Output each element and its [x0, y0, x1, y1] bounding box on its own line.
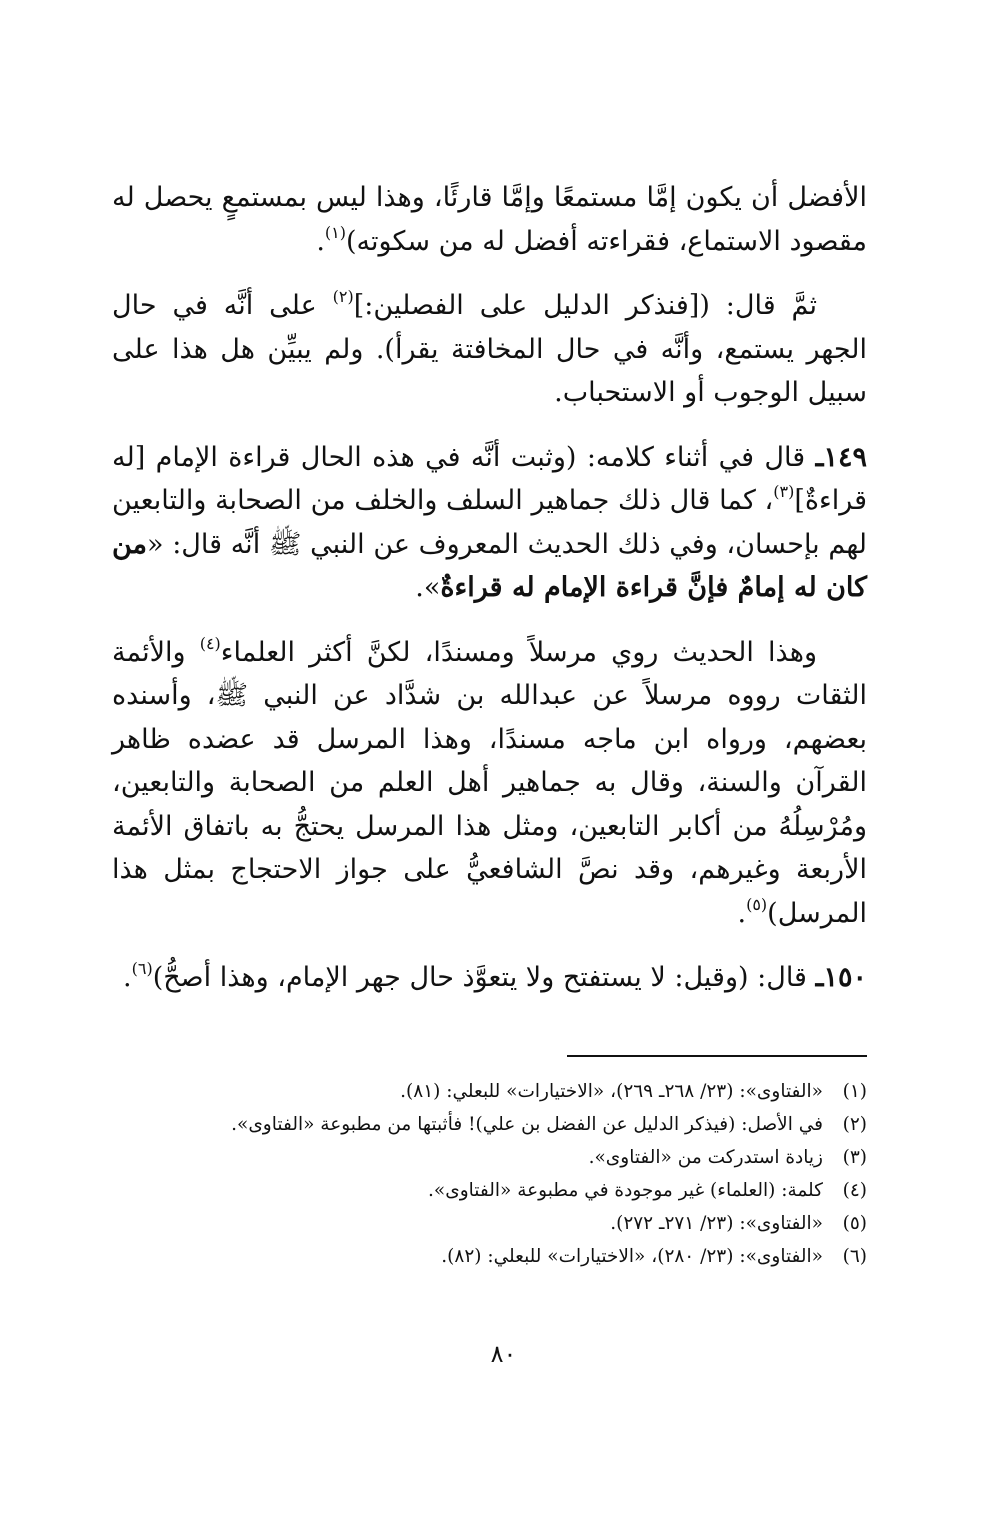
paragraph-5 — [112, 956, 867, 1000]
footnote-3 — [107, 1141, 867, 1174]
footnote-2 — [107, 1108, 867, 1141]
paragraph-2 — [112, 284, 867, 415]
footnote-text: «الفتاوى»: (٢٣/ ٢٦٨ـ ٢٦٩)، «الاختيارات» للبعلي: (٨١). — [400, 1081, 823, 1102]
footnotes — [107, 1075, 867, 1273]
hadith-quote: من كان له إمامٌ فإنَّ قراءة الإمام له قراءةٌ — [112, 528, 867, 603]
footnote-separator — [567, 1055, 867, 1057]
footnote-text: في الأصل: (فيذكر الدليل عن الفضل بن علي)! فأثبتها من مطبوعة «الفتاوى». — [231, 1114, 823, 1135]
paragraph-text: . — [316, 225, 325, 257]
section-number: ١٤٩ـ — [815, 441, 867, 473]
footnote-ref: (١) — [324, 222, 347, 242]
paragraph-1 — [112, 176, 867, 263]
main-text — [112, 176, 867, 1021]
paragraph-text: قال في أثناء كلامه: (وثبت أنَّه في هذه الحال قراءة الإمام [له قراءةٌ] — [112, 441, 867, 516]
footnote-number: (٣) — [842, 1147, 867, 1168]
footnote-ref: (٤) — [199, 633, 221, 653]
footnote-ref: (٢) — [332, 287, 354, 306]
footnote-text: كلمة: (العلماء) غير موجودة في مطبوعة «الفتاوى». — [428, 1180, 823, 1201]
page-number: ٨٠ — [490, 1340, 517, 1368]
footnote-ref: (٥) — [746, 894, 768, 914]
footnote-ref: (٣) — [773, 482, 795, 501]
section-number: ١٥٠ـ — [815, 962, 867, 993]
paragraph-text: على أنَّه في حال الجهر يستمع، وأنَّه في حال المخافتة يقرأ). ولم يبيِّن هل هذا على سبيل الوجوب أو الاستحباب. — [112, 290, 867, 408]
footnote-ref: (٦) — [131, 959, 153, 978]
footnote-text: زيادة استدركت من «الفتاوى». — [588, 1147, 823, 1168]
paragraph-text: ، كما قال ذلك جماهير السلف والخلف من الصحابة والتابعين لهم بإحسان، وفي ذلك الحديث المعروف عن النبي ﷺ أنَّه قال: « — [112, 485, 867, 560]
paragraph-text: وهذا الحديث روي مرسلاً ومسندًا، لكنَّ أكثر العلماء — [220, 636, 817, 668]
paragraph-text: والأئمة الثقات رووه مرسلاً عن عبدالله بن شدَّاد عن النبي ﷺ، وأسنده بعضهم، ورواه ابن ماجه مسندًا، وهذا المرسل قد عضده ظاهر القرآن والسنة، وقال به جماهير أهل العلم من الصحابة والتابعين، ومُرْسِلُهُ من أكابر التابعين، ومثل هذا المرسل يحتجُّ به باتفاق الأئمة الأربعة وغيرهم، وقد نصَّ الشافعيُّ على جواز الاحتجاج بمثل هذا المرسل) — [112, 636, 867, 929]
footnote-text: «الفتاوى»: (٢٣/ ٢٨٠)، «الاختيارات» للبعلي: (٨٢). — [441, 1246, 823, 1267]
paragraph-4 — [112, 631, 867, 936]
footnote-5 — [107, 1207, 867, 1240]
paragraph-text: . — [737, 897, 747, 929]
footnote-text: «الفتاوى»: (٢٣/ ٢٧١ـ ٢٧٢). — [610, 1213, 823, 1234]
paragraph-text: ثمَّ قال: ([فنذكر الدليل على الفصلين:] — [353, 290, 818, 321]
paragraph-text: ». — [415, 572, 441, 603]
footnote-4 — [107, 1174, 867, 1207]
paragraph-text: الأفضل أن يكون إمَّا مستمعًا وإمَّا قارئًا، وهذا ليس بمستمعٍ يحصل له مقصود الاستماع، فقراءته أفضل له من سكوته) — [112, 182, 867, 257]
footnote-number: (٢) — [842, 1114, 867, 1135]
footnote-1 — [107, 1075, 867, 1108]
paragraph-3 — [112, 436, 867, 610]
paragraph-text: . — [123, 962, 132, 993]
footnote-6 — [107, 1240, 867, 1273]
footnote-number: (٥) — [842, 1213, 867, 1234]
footnote-number: (٦) — [842, 1246, 867, 1267]
footnote-number: (١) — [842, 1081, 867, 1102]
footnote-number: (٤) — [842, 1180, 867, 1201]
paragraph-text: قال: (وقيل: لا يستفتح ولا يتعوَّذ حال جهر الإمام، وهذا أصحُّ) — [152, 962, 816, 993]
